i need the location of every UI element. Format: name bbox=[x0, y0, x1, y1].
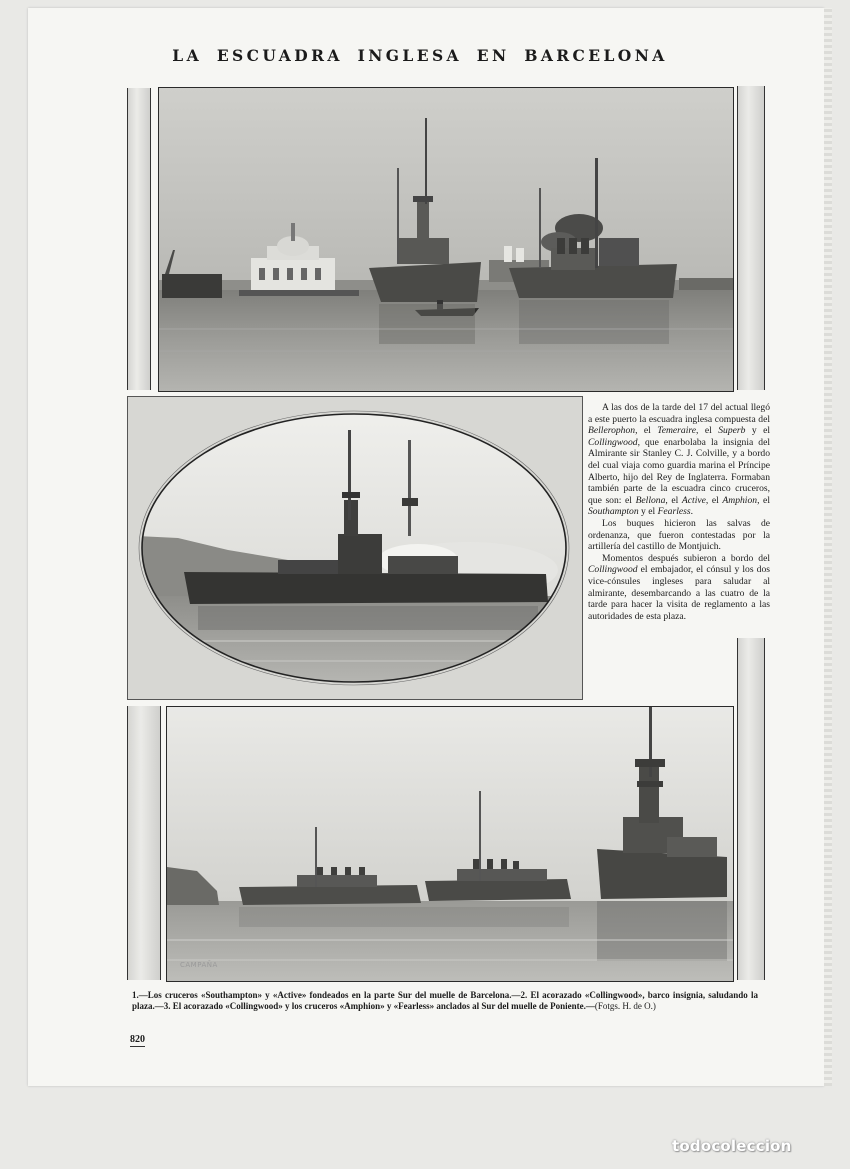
photo-3-collingwood-and-cruisers bbox=[166, 706, 734, 982]
ship-name: Collingwood bbox=[588, 564, 638, 576]
article-paragraph-2: Los buques hicieron las salvas de ordenanza, que fueron contestadas por la artillería del castillo de Montjuich. bbox=[588, 517, 770, 553]
photo-1-cruisers-in-port bbox=[158, 87, 734, 392]
ship-name: Bellerophon bbox=[588, 425, 636, 437]
article-text bbox=[588, 402, 770, 622]
page-edge bbox=[824, 8, 832, 1086]
ship-name: Active bbox=[681, 494, 706, 506]
ship-name: Southampton bbox=[588, 506, 639, 518]
ship-name: Temeraire bbox=[657, 425, 697, 437]
ship-name: Bellona bbox=[635, 494, 666, 506]
article-paragraph-3: Momentos después subieron a bordo del Collingwood el embajador, el cónsul y los dos vice-cónsules ingleses para saludar al almirante, desembarcando a las cuatro de la tarde para hacer la visita de reglamento a las autoridades de esta plaza. bbox=[588, 552, 770, 622]
photo3-right-border bbox=[737, 638, 765, 980]
ship-name: Amphion bbox=[722, 494, 758, 506]
ship-name: Superb bbox=[718, 425, 746, 437]
article-paragraph-1: A las dos de la tarde del 17 del actual llegó a este puerto la escuadra inglesa compuesta del Bellerophon, el Temeraire, el Superb y el Collingwood, que enarbolaba la insignia del Almirante sir Stanley C. J. Colville, y a bordo del cual viaja como guardia marina el Príncipe Alberto, hijo del Rey de Inglaterra. Formaban también parte de la escuadra cinco cruceros, que son: el Bellona, el Active, el Amphion, el Southampton y el Fearless. bbox=[588, 402, 770, 518]
page-number: 820 bbox=[130, 1034, 145, 1045]
watermark: todocoleccion bbox=[672, 1137, 792, 1155]
photo3-left-border bbox=[127, 706, 161, 980]
ship-name: Fearless bbox=[657, 506, 691, 518]
page-title: LA ESCUADRA INGLESA EN BARCELONA bbox=[172, 46, 668, 65]
photo1-right-border bbox=[737, 86, 765, 390]
photo-credit: (Fotgs. H. de O.) bbox=[594, 1001, 656, 1012]
photo1-left-border bbox=[127, 88, 151, 390]
photographer-signature: CAMPAÑA bbox=[180, 961, 218, 969]
photo-2-collingwood-saluting bbox=[138, 410, 570, 686]
photo-caption: 1.—Los cruceros «Southampton» y «Active» fondeados en la parte Sur del muelle de Barcelona.—2. El acorazado «Collingwood», barco insignia, saludando la plaza.—3. El acorazado «Collingwood» y los cruceros «Amphion» y «Fearless» anclados al Sur del muelle de Poniente.—(Fotgs. H. de O.) bbox=[132, 990, 758, 1012]
ship-name: Collingwood bbox=[588, 436, 638, 448]
